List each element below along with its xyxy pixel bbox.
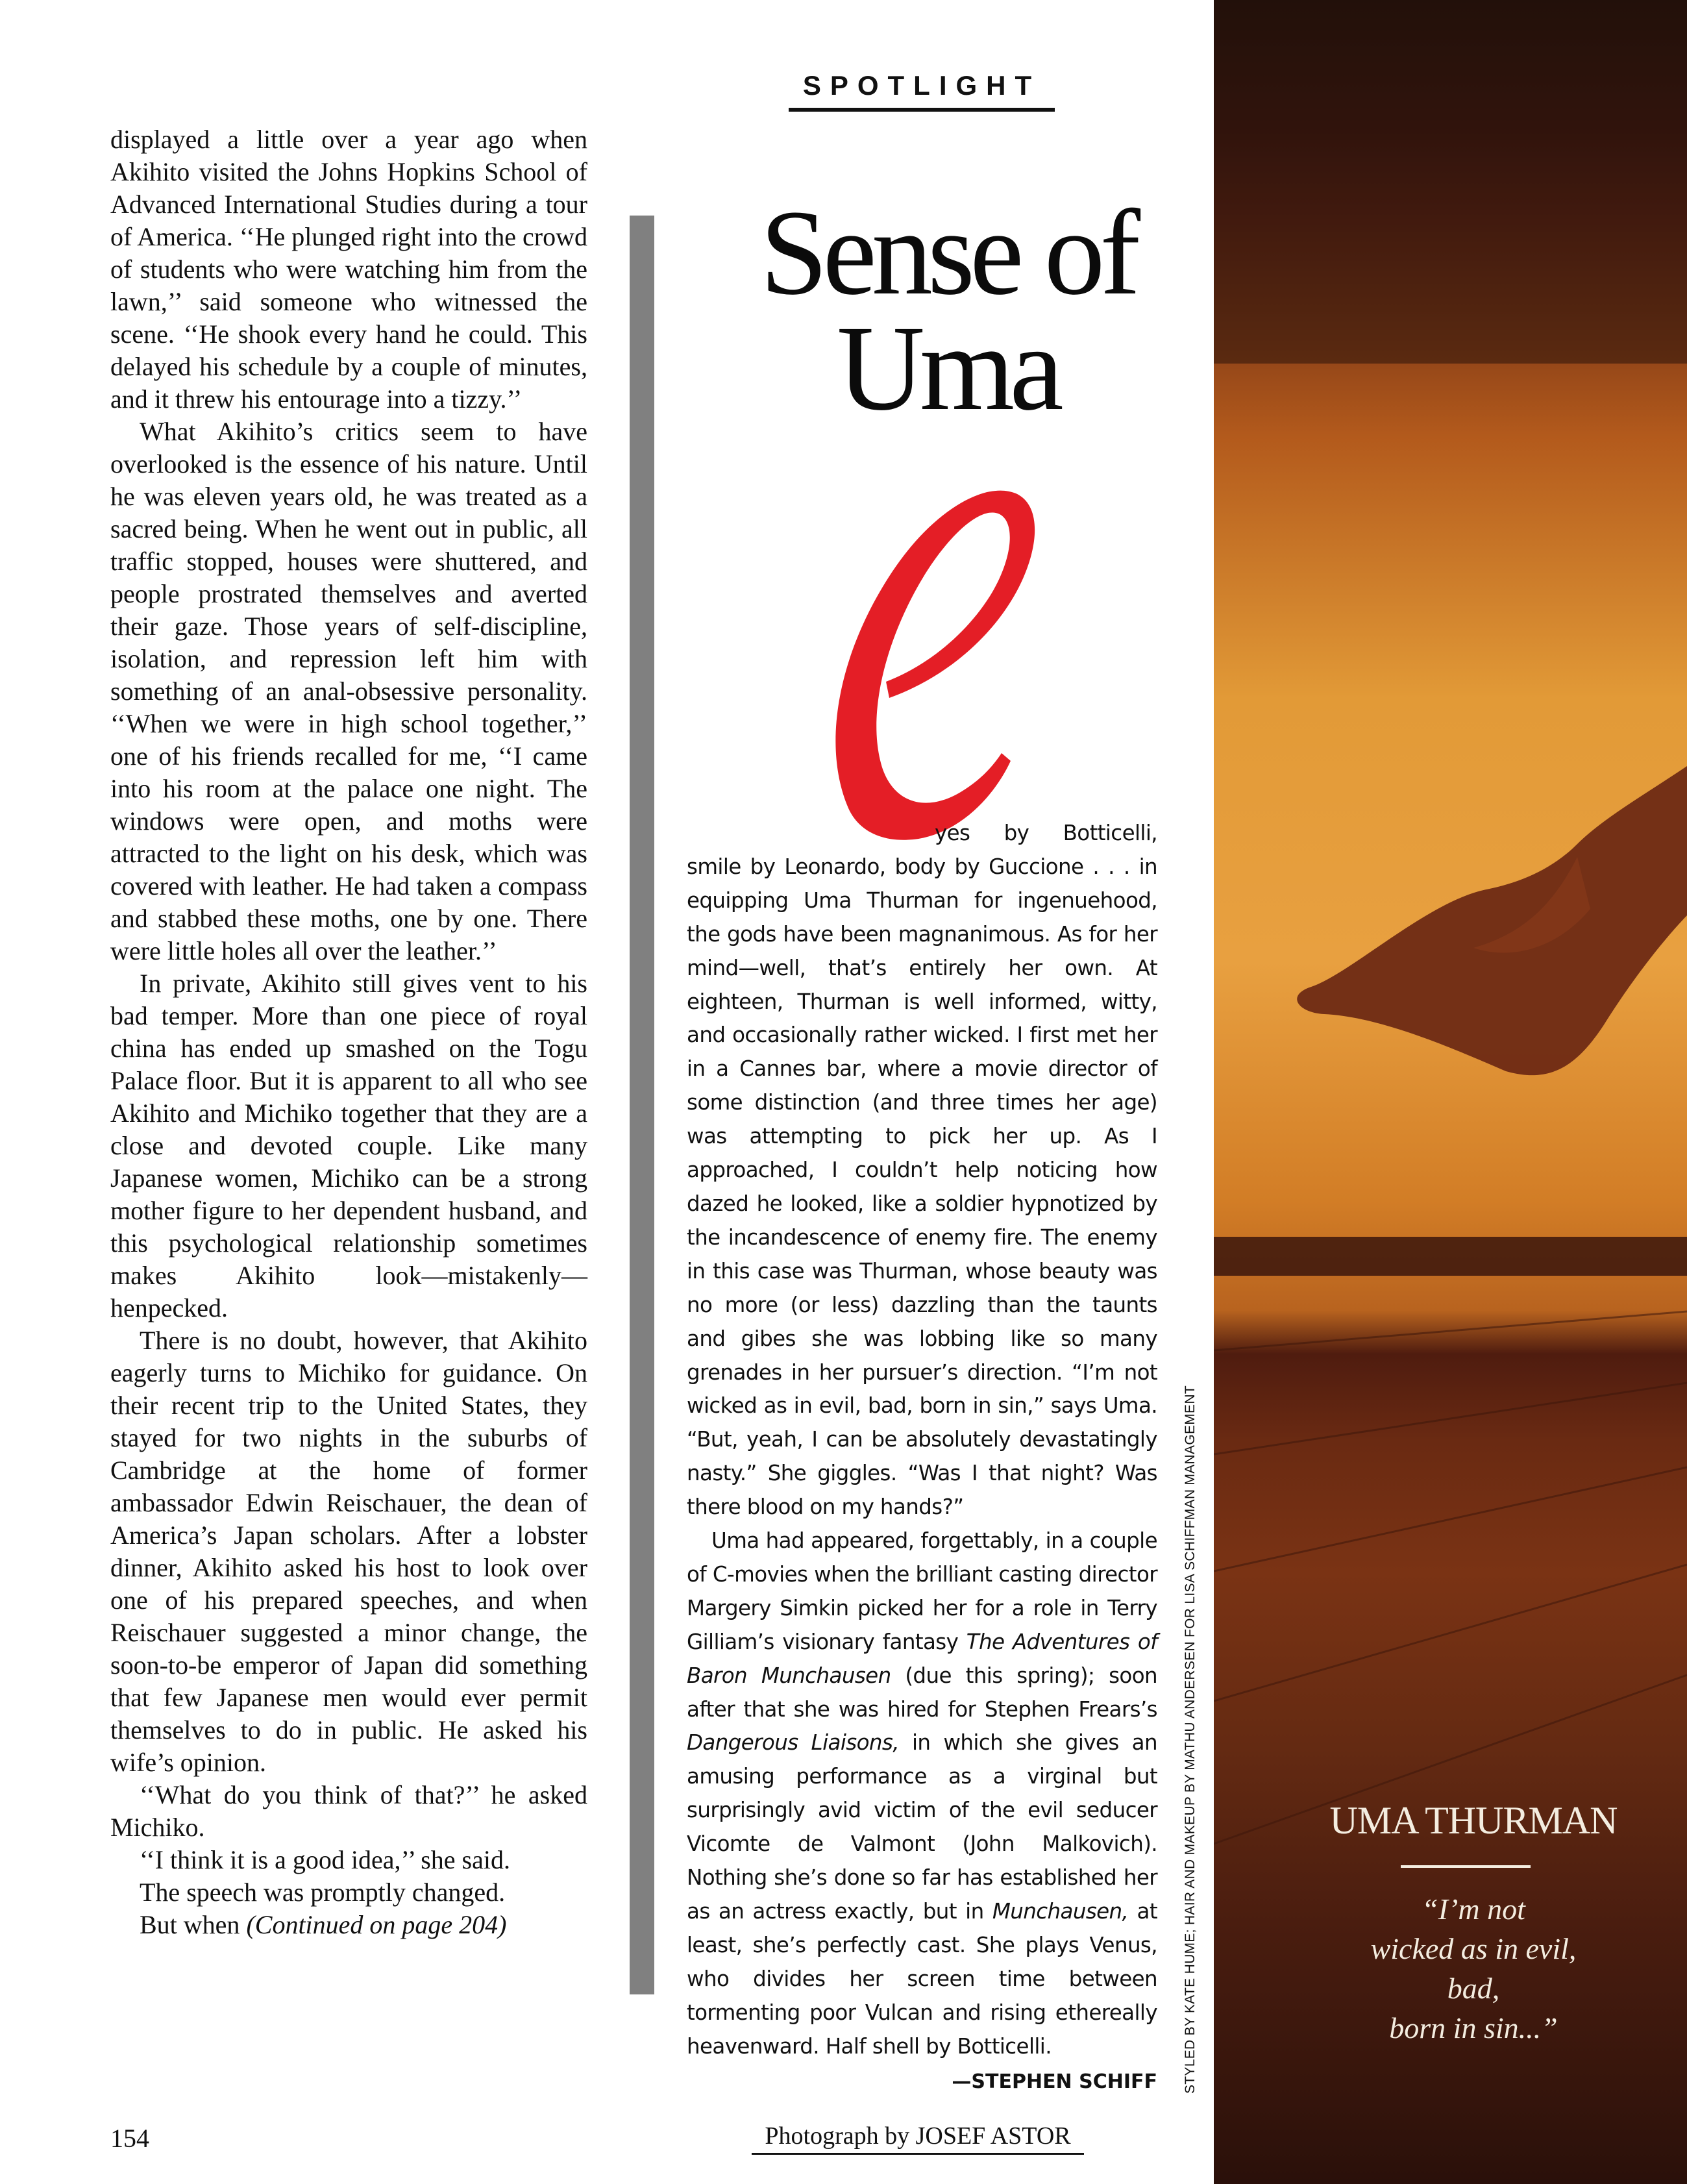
left-paragraph: The speech was promptly changed. bbox=[140, 1878, 506, 1907]
left-paragraph: In private, Akihito still gives vent to his bad temper. More than one piece of royal china has ended up smashed on the Togu Palace floor. But it is apparent to all who see Akihito and Michiko together that they are a close and devoted couple. Like many Japanese women, Michiko can be a strong mother figure to her dependent husband, and this psychological relationship sometimes makes Akihito look—mistakenly—henpecked. bbox=[110, 969, 587, 1322]
quote-line: born in sin...” bbox=[1389, 2011, 1558, 2044]
right-article-column bbox=[687, 817, 1157, 2098]
left-paragraph: There is no doubt, however, that Akihito eagerly turns to Michiko for guidance. On their recent trip to the United States, they stayed for two nights in the suburbs of Cambridge at the home of former ambassador Edwin Reischauer, the dean of America’s Japan scholars. After a lobster dinner, Akihito asked his host to look over one of his prepared speeches, and when Reischauer suggested a minor change, the soon-to-be emperor of Japan did something that few Japanese men would ever permit themselves to do in public. He asked his wife’s opinion. bbox=[110, 1326, 587, 1777]
paragraph-text: Uma had appeared, forgettably, in a couple of C-movies when the brilliant casting director Margery Simkin picked her for a role in Terry Gilliam’s visionary fantasy bbox=[687, 1528, 1157, 1654]
drop-cap-e bbox=[821, 441, 1055, 844]
left-last-line bbox=[110, 1909, 587, 1941]
photograph bbox=[1214, 0, 1687, 2184]
page-number: 154 bbox=[110, 2124, 149, 2153]
left-article-column bbox=[110, 123, 587, 1941]
caption-quote bbox=[1305, 1889, 1642, 2048]
paragraph-text: in which she gives an amusing performance as a virginal but surprisingly avid victim of the evil seducer Vicomte de Valmont (John Malkovich). Nothing she’s done so far has established her as an actress exactly, but in bbox=[687, 1730, 1157, 1924]
film-title: The Adventures of Baron Munchausen bbox=[687, 1629, 1157, 1688]
left-paragraph: ‘‘What do you think of that?’’ he asked Michiko. bbox=[110, 1780, 587, 1842]
photo-credit: Photograph by JOSEF ASTOR bbox=[752, 2122, 1084, 2155]
quote-line: “I’m not bbox=[1422, 1892, 1525, 1926]
author-byline: —STEPHEN SCHIFF bbox=[952, 2070, 1157, 2093]
left-paragraph: ‘‘I think it is a good idea,’’ she said. bbox=[140, 1845, 510, 1874]
title-line-1: Sense of bbox=[759, 184, 1136, 320]
article-title bbox=[701, 184, 1194, 436]
styling-credit: STYLED BY KATE HUME; HAIR AND MAKEUP BY MATHU ANDERSEN FOR LISA SCHIFFMAN MANAGEMENT bbox=[1183, 1385, 1198, 2094]
body-paragraph bbox=[687, 1524, 1157, 2064]
film-title: Dangerous Liaisons, bbox=[687, 1730, 899, 1756]
left-paragraph: displayed a little over a year ago when Akihito visited the Johns Hopkins School of Advanced International Studies during a tour of America. ‘‘He plunged right into the crowd of students who were watching him from the lawn,’’ said someone who witnessed the scene. ‘‘He shook every hand he could. This delayed his schedule by a couple of minutes, and it threw his entourage into a tizzy.’’ bbox=[110, 125, 587, 414]
quote-line: wicked as in evil, bbox=[1370, 1932, 1577, 1965]
paragraph-text: at least, she’s perfectly cast. She plays Venus, who divides her screen time between tormenting poor Vulcan and rising ethereally heavenward. Half shell by Botticelli. bbox=[687, 1899, 1157, 2059]
lead-paragraph: yes by Botticelli, smile by Leonardo, body by Guccione . . . in equipping Uma Thurman for ingenuehood, the gods have been magnanimous. As for her mind—well, that’s entirely her own. At eighteen, Thurman is well informed, witty, and occasionally rather wicked. I first met her in a Cannes bar, where a movie director of some distinction (and three times her age) was attempting to pick her up. As I approached, I couldn’t help noticing how dazed he looked, like a soldier hypnotized by the incandescence of enemy fire. The enemy in this case was Thurman, whose beauty was no more (or less) dazzling than the taunts and gibes she was lobbing like so many grenades in her pursuer’s direction. “I’m not wicked as in evil, bad, born in sin,” says Uma. “But, yeah, I can be absolutely devastatingly nasty.” She giggles. “Was I that night? Was there blood on my hands?” bbox=[687, 821, 1157, 1520]
section-label: SPOTLIGHT bbox=[789, 70, 1055, 112]
photo-scene bbox=[1214, 0, 1687, 2184]
caption-divider bbox=[1401, 1865, 1531, 1868]
caption-name: UMA THURMAN bbox=[1329, 1799, 1618, 1842]
title-line-2: Uma bbox=[837, 300, 1059, 436]
paragraph-text: (due this spring); soon after that she was hired for Stephen Frears’s bbox=[687, 1663, 1157, 1722]
last-line-text: But when bbox=[140, 1910, 240, 1939]
continued-note: (Continued on page 204) bbox=[246, 1910, 507, 1939]
film-title: Munchausen, bbox=[992, 1899, 1129, 1924]
foot-silhouette bbox=[1297, 766, 1687, 1075]
left-paragraph: What Akihito’s critics seem to have overlooked is the essence of his nature. Until he was eleven years old, he was treated as a sacred being. When he went out in public, all traffic stopped, houses were shuttered, and people prostrated themselves and averted their gaze. Those years of self-discipline, isolation, and repression left him with something of an anal-obsessive personality. ‘‘When we were in high school together,’’ one of his friends recalled for me, ‘‘I came into his room at the palace one night. The windows were open, and moths were attracted to the light on his desk, which was covered with leather. He had taken a compass and stabbed these moths, one by one. There were little holes all over the leather.’’ bbox=[110, 417, 587, 965]
vertical-divider bbox=[630, 216, 654, 1994]
quote-line: bad, bbox=[1447, 1972, 1500, 2005]
